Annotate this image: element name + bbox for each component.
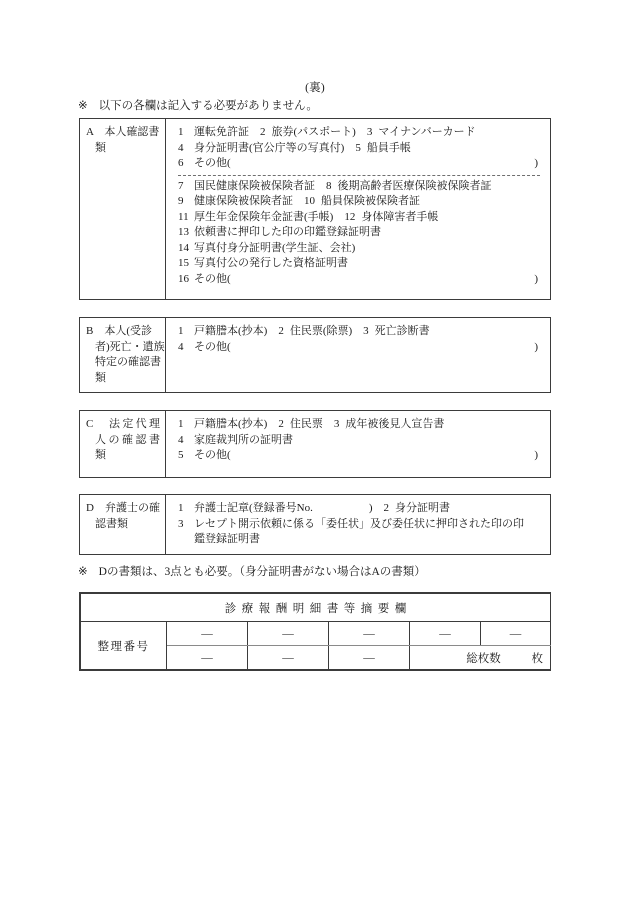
list-item — [178, 324, 542, 340]
item-text: レセプト開示依頼に係る「委任状」及び委任状に押印された印の印 — [194, 517, 524, 530]
item-number: 4 — [178, 141, 184, 154]
list-item-other[interactable] — [178, 272, 542, 288]
item-text: 写真付公の発行した資格証明書 — [194, 257, 348, 269]
item-close-paren: ) — [534, 449, 538, 461]
item-close-paren: ) — [534, 272, 538, 285]
item-number: 7 — [178, 179, 184, 192]
item-text: 後期高齢者医療保険被保険者証 — [337, 179, 492, 192]
item-text: 戸籍謄本(抄本) — [194, 418, 268, 430]
item-text: その他( — [194, 157, 231, 169]
summary-total-label: 総枚数 — [466, 652, 501, 665]
summary-cell[interactable]: — — [167, 622, 248, 646]
item-number: 8 — [326, 179, 332, 192]
section-d-label — [80, 495, 166, 554]
item-text: 成年被後見人宣告書 — [345, 418, 445, 430]
item-number: 2 — [383, 502, 390, 514]
item-text: 住民票(除票) — [289, 325, 353, 337]
item-number: 1 — [178, 418, 184, 430]
list-item-registration-number[interactable] — [178, 501, 542, 517]
item-number: 6 — [178, 157, 184, 169]
item-text: 死亡診断書 — [374, 325, 430, 337]
section-c-label-line-2: 人の確認書 — [95, 433, 160, 446]
list-item — [178, 179, 542, 195]
list-item — [178, 210, 542, 226]
item-text: その他( — [194, 449, 231, 461]
summary-total-cell[interactable] — [410, 646, 551, 670]
section-b-items — [166, 318, 550, 392]
item-number: 15 — [178, 257, 189, 269]
item-number: 2 — [260, 126, 266, 138]
top-note-text: 以下の各欄は記入する必要がありません。 — [98, 100, 318, 112]
item-number: 10 — [304, 195, 315, 207]
item-close-paren: ) — [368, 502, 373, 514]
item-text: その他( — [194, 272, 231, 285]
summary-total-unit: 枚 — [531, 652, 543, 665]
list-item — [178, 194, 542, 210]
item-text: 旅券(パスポート) — [271, 126, 356, 138]
item-number: 4 — [178, 433, 184, 446]
page-side-label: (裏) — [305, 82, 325, 94]
item-number: 14 — [178, 241, 189, 254]
summary-header-cell: 診療報酬明細書等摘要欄 — [81, 594, 551, 622]
item-text: 身分証明書(官公庁等の写真付) — [194, 141, 345, 154]
section-d-label-line-1: D 弁護士の確 — [86, 502, 160, 514]
list-item — [178, 225, 542, 241]
item-number: 13 — [178, 226, 189, 238]
summary-cell[interactable]: — — [410, 622, 481, 646]
section-c-label-line-1: C 法定代理 — [86, 418, 160, 430]
item-number: 12 — [344, 210, 356, 223]
item-number: 3 — [366, 126, 373, 138]
section-b-label-line-4: 類 — [95, 371, 106, 384]
item-number: 3 — [178, 517, 184, 530]
table-row — [81, 622, 551, 646]
list-item — [178, 517, 542, 533]
table-row-header — [81, 594, 551, 622]
item-text: 家庭裁判所の証明書 — [194, 433, 293, 446]
list-item-other[interactable] — [178, 340, 542, 356]
item-number: 3 — [333, 418, 340, 430]
section-a-label — [80, 119, 166, 299]
item-number: 3 — [363, 325, 369, 337]
section-b-death-family-documents — [79, 317, 551, 393]
item-text: 戸籍謄本(抄本) — [194, 325, 268, 337]
list-item-continuation: 鑑登録証明書 — [194, 533, 260, 545]
summary-cell[interactable]: — — [248, 622, 329, 646]
item-number: 1 — [178, 325, 184, 337]
summary-cell[interactable]: — — [167, 646, 248, 670]
item-text: マイナンバーカード — [378, 126, 476, 138]
list-item — [178, 141, 542, 157]
section-a-dashed-divider — [178, 175, 540, 176]
item-text: 住民票 — [289, 418, 323, 430]
top-note — [78, 97, 318, 113]
section-d-items — [166, 495, 550, 554]
section-c-label — [80, 411, 166, 477]
summary-row-label: 整理番号 — [81, 622, 167, 670]
item-text: 依頼書に押印した印の印鑑登録証明書 — [194, 226, 381, 238]
section-c-items — [166, 411, 550, 477]
item-number: 1 — [178, 502, 184, 514]
summary-cell[interactable]: — — [248, 646, 329, 670]
section-a-identity-documents — [79, 118, 551, 300]
summary-cell[interactable]: — — [329, 646, 410, 670]
section-d-note — [78, 563, 426, 579]
summary-cell[interactable]: — — [329, 622, 410, 646]
list-item — [178, 417, 542, 433]
section-b-label-line-3: 特定の確認書 — [95, 356, 161, 368]
list-item-other[interactable] — [178, 156, 542, 172]
list-item-other[interactable] — [178, 448, 542, 464]
summary-cell[interactable]: — — [481, 622, 551, 646]
list-item — [178, 256, 542, 272]
note-mark-icon: ※ — [78, 100, 88, 112]
item-text: 国民健康保険被保険者証 — [194, 179, 315, 192]
item-number: 5 — [355, 141, 361, 154]
section-a-label-line-1: A 本人確認書 — [86, 126, 160, 138]
item-close-paren: ) — [534, 157, 538, 169]
section-b-label — [80, 318, 166, 392]
section-a-items — [166, 119, 550, 299]
item-number: 9 — [178, 195, 184, 207]
item-text: 健康保険被保険者証 — [194, 195, 293, 207]
item-text: 船員手帳 — [366, 141, 411, 154]
section-c-label-line-3: 類 — [95, 449, 106, 461]
item-close-paren: ) — [534, 340, 538, 353]
item-text: 身分証明書 — [395, 502, 451, 514]
item-number: 2 — [278, 418, 284, 430]
section-d-label-line-2: 認書類 — [95, 517, 128, 530]
item-text: 写真付身分証明書(学生証、会社) — [194, 241, 356, 254]
item-number: 11 — [178, 210, 189, 223]
section-d-attorney-documents — [79, 494, 551, 555]
item-text: 身体障害者手帳 — [361, 210, 439, 223]
item-text: 運転免許証 — [194, 126, 249, 138]
note-mark-icon: ※ — [78, 566, 88, 578]
item-number: 2 — [278, 325, 284, 337]
item-text: 弁護士記章(登録番号No. — [194, 502, 313, 514]
list-item — [178, 241, 542, 257]
item-number: 16 — [178, 272, 189, 285]
list-item — [178, 125, 542, 141]
section-b-label-line-2: 者)死亡・遺族 — [95, 340, 165, 353]
item-text: その他( — [194, 340, 231, 353]
section-c-legal-representative-documents — [79, 410, 551, 478]
section-b-label-line-1: B 本人(受診 — [86, 325, 152, 337]
item-number: 4 — [178, 340, 184, 353]
item-number: 5 — [178, 449, 184, 461]
summary-table — [79, 592, 551, 671]
item-text: 船員保険被保険者証 — [321, 195, 420, 207]
item-number: 1 — [178, 126, 184, 138]
section-d-note-text: Dの書類は、3点とも必要。（身分証明書がない場合はAの書類） — [98, 566, 426, 578]
list-item — [178, 433, 542, 449]
section-a-label-line-2: 類 — [95, 141, 106, 154]
item-text: 厚生年金保険年金証書(手帳) — [194, 210, 334, 223]
